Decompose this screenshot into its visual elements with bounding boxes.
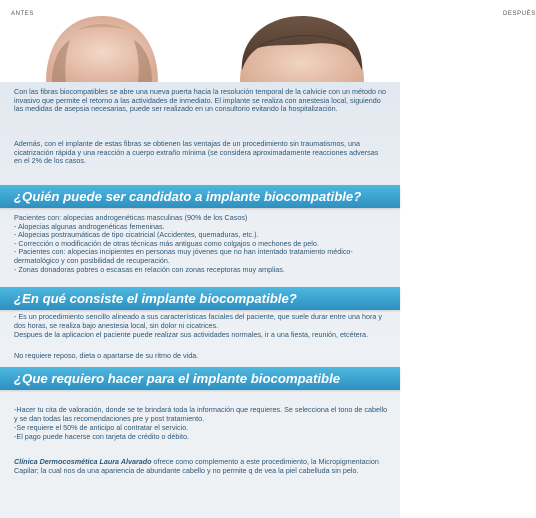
- section-title-requirements: ¿Que requiero hacer para el implante biocompatible: [14, 371, 341, 386]
- list-item: - Zonas donadoras pobres o escasas en relación con zonas receptoras muy amplias.: [14, 264, 285, 274]
- before-after-photos: [0, 0, 536, 82]
- section-title-candidate: ¿Quién puede ser candidato a implante biocompatible?: [14, 189, 362, 204]
- candidate-list: [14, 214, 392, 274]
- list-item: - Alopecias algunas androgenéticas femeninas.: [14, 221, 165, 231]
- after-label: DESPUÉS: [503, 11, 536, 17]
- clinic-name: Clínica Dermocosmética Laura Alvarado: [14, 457, 152, 466]
- list-item: - Alopecias postraumáticas de tipo cicatricial (Accidentes, quemaduras, etc.).: [14, 230, 259, 240]
- what-paragraph-3: No requiere reposo, dieta o apartarse de su ritmo de vida.: [14, 351, 199, 360]
- requirements-paragraph-1: -Hacer tu cita de valoración, donde se te brindará toda la información que requieres. Se selecciona el tono de cabello y se dan todas las recomendaciones pre y post tratamiento.: [14, 405, 388, 423]
- before-label: ANTES: [11, 11, 35, 17]
- section-header-candidate: [0, 185, 400, 208]
- clinic-paragraph: [14, 458, 388, 475]
- intro-paragraph-1: Con las fibras biocompatibles se abre una nueva puerta hacia la resolución temporal de la calvicie con un método no invasivo que permite el retorno a las actividades de inmediato. El implante se realiza con anestesia local, siguiendo las medidas de asepsia necesarias, puede ser realizado en un consultorio evitando la hospitalización.: [14, 87, 386, 114]
- list-item: - Pacientes con: alopecias incipientes en personas muy jóvenes que no han intentado tratamiento médico-dermatológico y con posibilidad de recuperación.: [14, 247, 353, 265]
- section-header-what: [0, 287, 400, 310]
- clinic-text: ofrece como complemento a este procedimiento, la Micropigmentacion Capilar; la cual nos da una apariencia de abundante cabello y no permite q de vea la piel cabelluda sin pelo.: [14, 457, 379, 475]
- intro-paragraph-2: Además, con el implante de estas fibras se obtienen las ventajas de un procedimiento sin traumatismos, una cicatrización rápida y una reacción a cuerpo extraño mínima (se considera aproximadamente reacciones adversas en el 2% de los casos.: [14, 139, 379, 166]
- section-header-requirements: [0, 367, 400, 390]
- requirements-paragraph-2: -Se requiere el 50% de anticipo al contratar el servicio.: [14, 423, 189, 432]
- what-paragraph-1: - Es un procedimiento sencillo alineado a sus características faciales del paciente, que suele durar entre una hora y dos horas, se realiza bajo anestesia local, sin dolor ni cicatrices.: [14, 312, 382, 330]
- before-photo: [0, 0, 200, 82]
- what-paragraph-2: Despues de la aplicacion el paciente puede realizar sus actividades normales, ir a una fiesta, reunión, etcétera.: [14, 330, 368, 339]
- list-item: - Corrección o modificación de otras técnicas más antiguas como colgajos o mechones de pelo.: [14, 238, 319, 248]
- list-item: Pacientes con: alopecias androgenéticas masculinas (90% de los Casos): [14, 213, 248, 222]
- after-photo: [200, 0, 536, 82]
- requirements-paragraph-3: -El pago puede hacerse con tarjeta de crédito o débito.: [14, 432, 190, 441]
- section-title-what: ¿En qué consiste el implante biocompatible?: [14, 291, 297, 306]
